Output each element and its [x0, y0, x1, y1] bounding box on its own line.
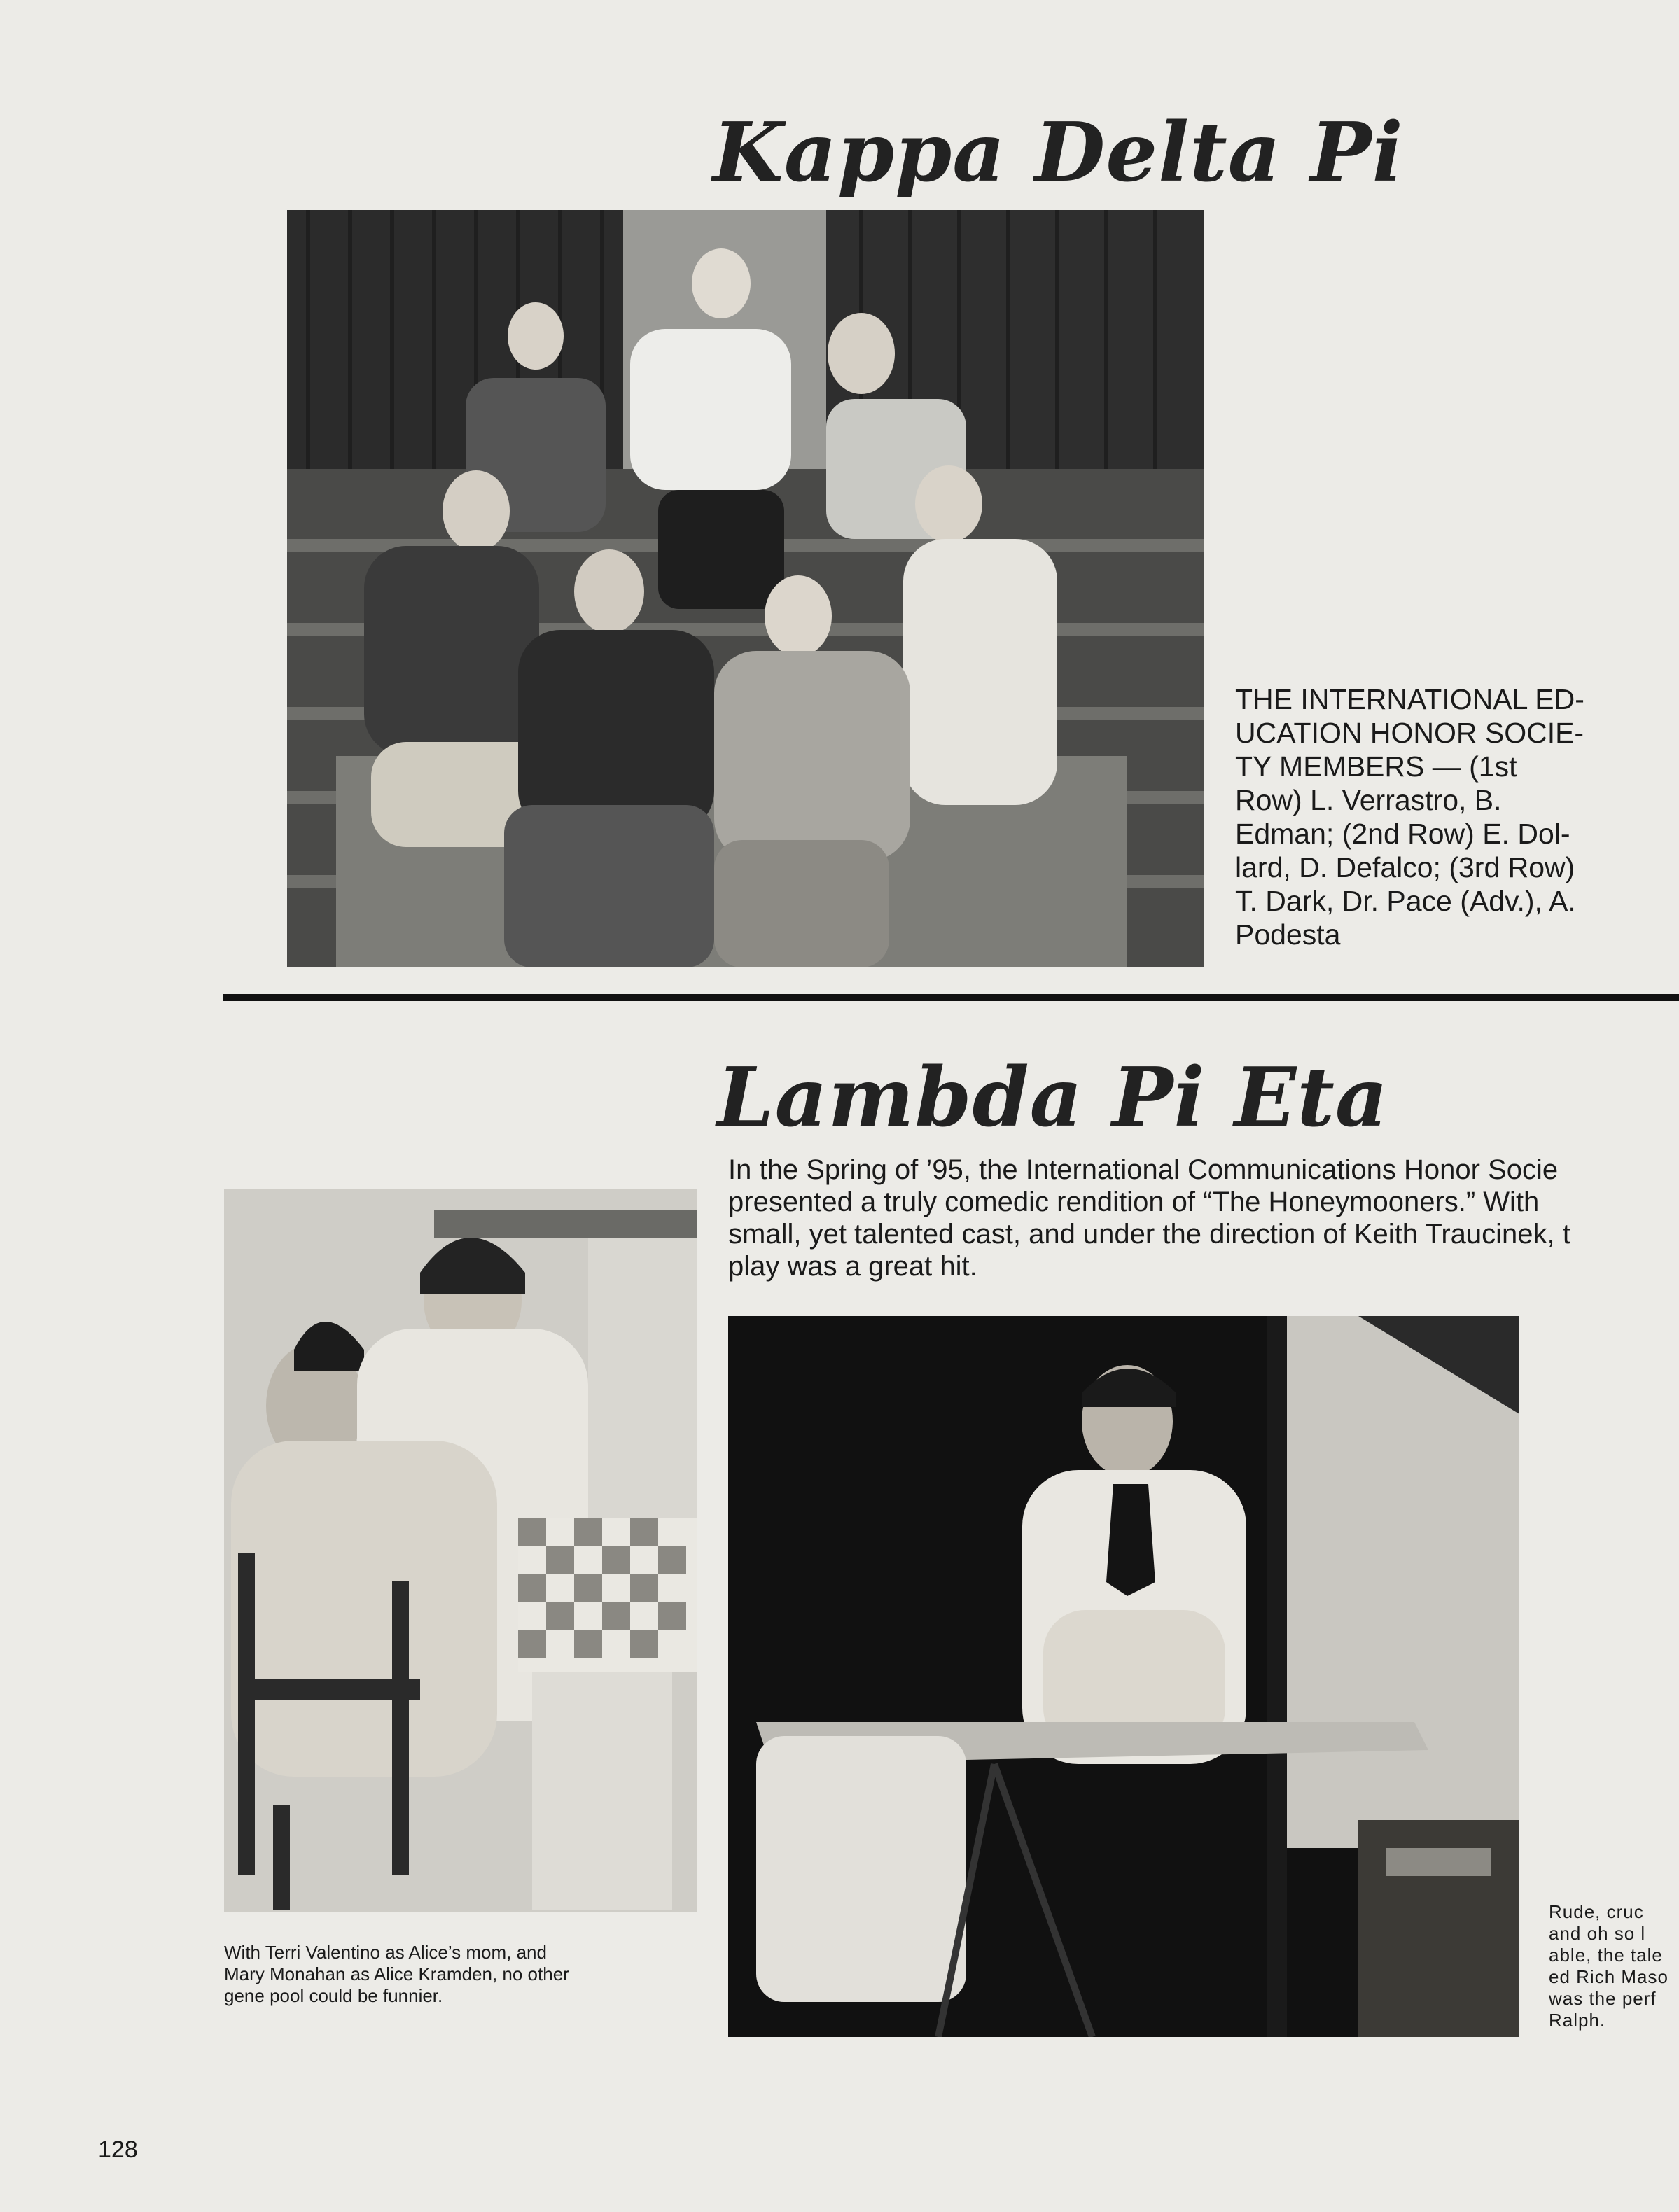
caption-line: and oh so l: [1549, 1923, 1646, 1944]
intro-line: presented a truly comedic rendition of “The Honeymooners.” With: [728, 1186, 1540, 1217]
caption-line: TY MEMBERS — (1st: [1235, 750, 1517, 783]
caption-line: Row) L. Verrastro, B.: [1235, 784, 1502, 816]
group-photo-image: [287, 210, 1204, 967]
caption-line: lard, D. Defalco; (3rd Row): [1235, 851, 1575, 883]
caption-line: T. Dark, Dr. Pace (Adv.), A.: [1235, 885, 1576, 917]
caption-line: Mary Monahan as Alice Kramden, no other: [224, 1963, 569, 1984]
alice-scene-image: [224, 1189, 697, 1912]
lambda-intro-paragraph: [728, 1154, 1570, 1282]
ralph-scene-image: [728, 1316, 1519, 2037]
page-number: 128: [98, 2136, 138, 2163]
kappa-group-photo: [287, 210, 1204, 967]
caption-line: Podesta: [1235, 918, 1341, 951]
caption-line: gene pool could be funnier.: [224, 1985, 443, 2006]
caption-line: Rude, cruc: [1549, 1901, 1644, 1922]
intro-line: In the Spring of ’95, the International Communications Honor Socie: [728, 1154, 1559, 1185]
caption-line: able, the tale: [1549, 1945, 1663, 1966]
alice-scene-photo: [224, 1189, 697, 1912]
intro-line: small, yet talented cast, and under the direction of Keith Traucinek, t: [728, 1219, 1570, 1250]
caption-line: THE INTERNATIONAL ED-: [1235, 683, 1584, 715]
ralph-caption: [1549, 1901, 1679, 2031]
caption-line: was the perf: [1549, 1988, 1657, 2009]
caption-line: UCATION HONOR SOCIE-: [1235, 717, 1584, 749]
kappa-caption: [1235, 682, 1617, 951]
caption-line: ed Rich Maso: [1549, 1966, 1668, 1987]
caption-line: Edman; (2nd Row) E. Dol-: [1235, 818, 1570, 850]
caption-line: Ralph.: [1549, 2010, 1606, 2031]
ralph-scene-photo: [728, 1316, 1519, 2037]
lambda-pi-eta-title: Lambda Pi Eta: [717, 1050, 1389, 1145]
intro-line: play was a great hit.: [728, 1251, 977, 1282]
caption-line: With Terri Valentino as Alice’s mom, and: [224, 1942, 547, 1963]
alice-caption: [224, 1942, 700, 2007]
kappa-delta-pi-title: Kappa Delta Pi: [713, 105, 1404, 200]
section-divider: [223, 994, 1679, 1001]
